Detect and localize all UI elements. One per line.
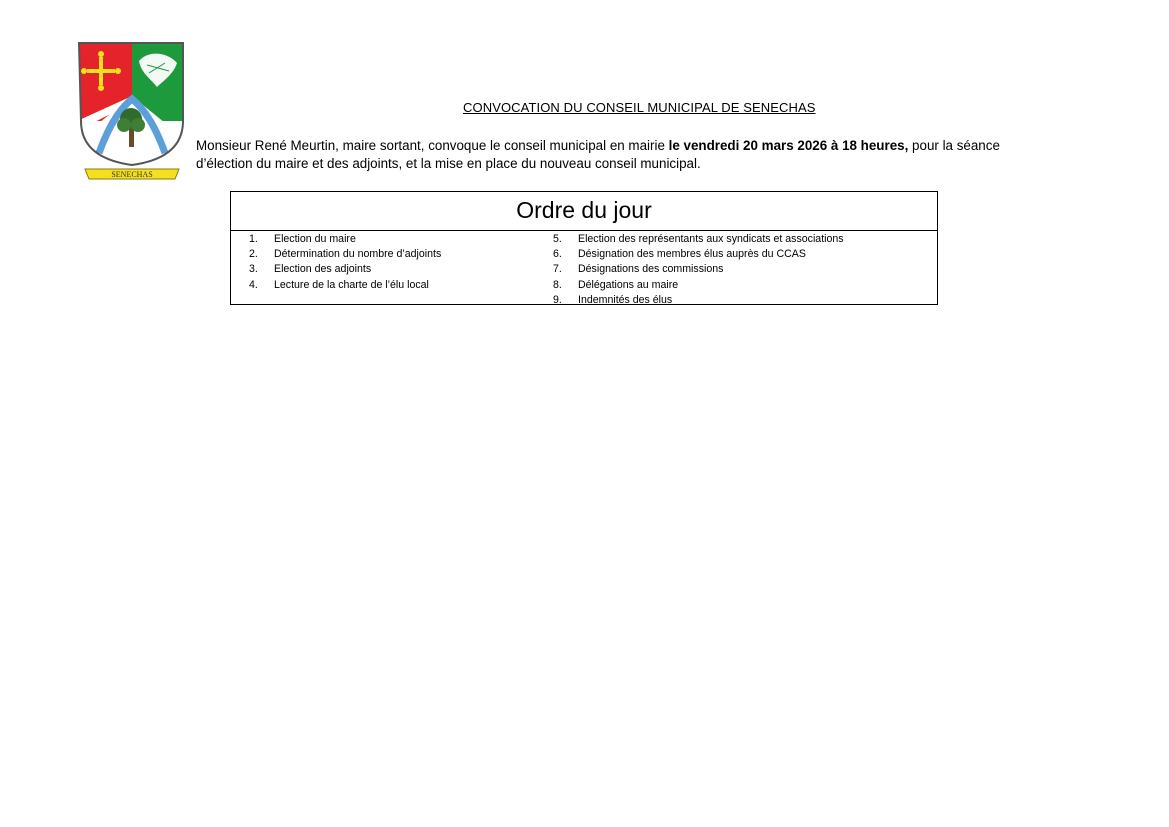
agenda-item: 7. Désignations des commissions xyxy=(553,263,724,276)
coat-of-arms-logo xyxy=(77,41,187,183)
intro-text: Monsieur René Meurtin, maire sortant, convoque le conseil municipal en mairie xyxy=(196,138,669,153)
intro-text-end: pour la séance d’élection du maire et des adjoints, et la mise en place du nouveau conseil municipal. xyxy=(196,138,1000,171)
agenda-item: 4. Lecture de la charte de l’élu local xyxy=(249,278,429,291)
agenda-box xyxy=(230,191,938,305)
agenda-right-column xyxy=(553,232,844,308)
meeting-date: le vendredi 20 mars 2026 à 18 heures, xyxy=(668,138,909,153)
agenda-item: 3. Election des adjoints xyxy=(249,263,372,276)
agenda-left-column xyxy=(249,232,441,293)
agenda-heading: Ordre du jour xyxy=(231,192,937,231)
agenda-item: 5. Election des représentants aux syndicats et associations xyxy=(553,233,844,245)
intro-paragraph xyxy=(196,137,1056,173)
agenda-item: 8. Délégations au maire xyxy=(553,278,679,291)
agenda-item: 6. Désignation des membres élus auprès du CCAS xyxy=(553,248,806,261)
agenda-item: 9. Indemnités des élus xyxy=(553,293,673,306)
svg-text:SENECHAS: SENECHAS xyxy=(111,170,153,179)
document-title: CONVOCATION DU CONSEIL MUNICIPAL DE SENECHAS xyxy=(463,100,816,115)
agenda-item: 2. Détermination du nombre d’adjoints xyxy=(249,248,442,261)
agenda-item: 1. Election du maire xyxy=(249,233,356,245)
